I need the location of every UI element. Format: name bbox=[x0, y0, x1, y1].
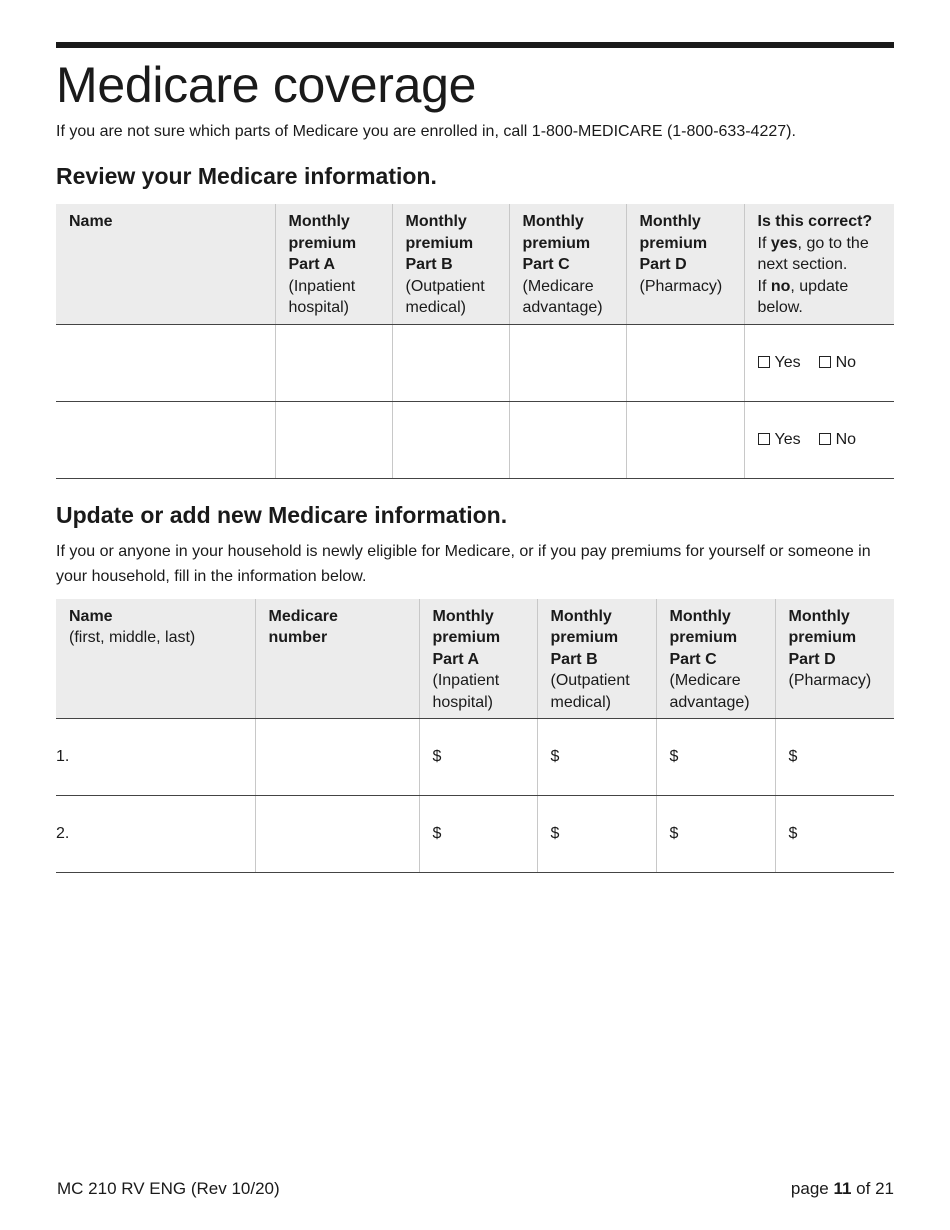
part-b-amount-field[interactable]: $ bbox=[537, 796, 656, 873]
name-field[interactable] bbox=[56, 796, 255, 873]
part-a-amount-field[interactable]: $ bbox=[419, 719, 537, 796]
header-part-c: Monthly premium Part C (Medicare advantage) bbox=[509, 204, 626, 324]
checkbox-icon bbox=[819, 433, 831, 445]
yes-checkbox[interactable]: Yes bbox=[758, 354, 801, 371]
part-d-amount-field[interactable]: $ bbox=[775, 796, 894, 873]
review-table bbox=[56, 204, 894, 479]
update-table bbox=[56, 599, 894, 874]
header-part-b: Monthly premium Part B (Outpatient medical) bbox=[537, 599, 656, 719]
part-a-field[interactable] bbox=[275, 401, 392, 478]
part-a-amount-field[interactable]: $ bbox=[419, 796, 537, 873]
header-name: Name bbox=[56, 204, 275, 324]
review-header-row bbox=[56, 204, 894, 324]
part-c-amount-field[interactable]: $ bbox=[656, 719, 775, 796]
correct-choice bbox=[744, 401, 894, 478]
row-number: 2. bbox=[56, 825, 70, 842]
top-rule bbox=[56, 42, 894, 48]
header-part-d: Monthly premium Part D (Pharmacy) bbox=[626, 204, 744, 324]
name-field[interactable] bbox=[56, 719, 255, 796]
part-c-amount-field[interactable]: $ bbox=[656, 796, 775, 873]
part-b-field[interactable] bbox=[392, 401, 509, 478]
part-a-field[interactable] bbox=[275, 324, 392, 401]
no-checkbox[interactable]: No bbox=[819, 431, 856, 448]
part-b-field[interactable] bbox=[392, 324, 509, 401]
yes-checkbox[interactable]: Yes bbox=[758, 431, 801, 448]
page-number: page 11 of 21 bbox=[790, 1179, 894, 1198]
table-row bbox=[56, 324, 894, 401]
intro-text: If you are not sure which parts of Medicare you are enrolled in, call 1-800-MEDICARE (1-800-633-4227). bbox=[56, 123, 796, 140]
no-checkbox[interactable]: No bbox=[819, 354, 856, 371]
header-part-b: Monthly premium Part B (Outpatient medical) bbox=[392, 204, 509, 324]
checkbox-icon bbox=[819, 356, 831, 368]
correct-choice bbox=[744, 324, 894, 401]
table-row bbox=[56, 796, 894, 873]
header-part-c: Monthly premium Part C (Medicare advantage) bbox=[656, 599, 775, 719]
page-title: Medicare coverage bbox=[56, 57, 477, 113]
checkbox-icon bbox=[758, 433, 770, 445]
header-medicare-number: Medicare number bbox=[255, 599, 419, 719]
form-id: MC 210 RV ENG (Rev 10/20) bbox=[57, 1179, 280, 1198]
header-part-d: Monthly premium Part D (Pharmacy) bbox=[775, 599, 894, 719]
table-row bbox=[56, 719, 894, 796]
page bbox=[56, 42, 894, 873]
part-b-amount-field[interactable]: $ bbox=[537, 719, 656, 796]
header-part-a: Monthly premium Part A (Inpatient hospital) bbox=[275, 204, 392, 324]
part-c-field[interactable] bbox=[509, 324, 626, 401]
name-field[interactable] bbox=[56, 401, 275, 478]
name-field[interactable] bbox=[56, 324, 275, 401]
update-heading: Update or add new Medicare information. bbox=[56, 501, 508, 528]
medicare-number-field[interactable] bbox=[255, 719, 419, 796]
header-name: Name (first, middle, last) bbox=[56, 599, 255, 719]
row-number: 1. bbox=[56, 748, 70, 765]
part-d-field[interactable] bbox=[626, 324, 744, 401]
part-c-field[interactable] bbox=[509, 401, 626, 478]
part-d-field[interactable] bbox=[626, 401, 744, 478]
update-header-row bbox=[56, 599, 894, 719]
header-part-a: Monthly premium Part A (Inpatient hospital) bbox=[419, 599, 537, 719]
header-is-correct: Is this correct? If yes, go to the next section. If no, update below. bbox=[744, 204, 894, 324]
review-heading: Review your Medicare information. bbox=[56, 163, 437, 189]
table-row bbox=[56, 401, 894, 478]
checkbox-icon bbox=[758, 356, 770, 368]
update-description: If you or anyone in your household is newly eligible for Medicare, or if you pay premiums for yourself or someone in your household, fill in the information below. bbox=[56, 542, 871, 585]
medicare-number-field[interactable] bbox=[255, 796, 419, 873]
part-d-amount-field[interactable]: $ bbox=[775, 719, 894, 796]
